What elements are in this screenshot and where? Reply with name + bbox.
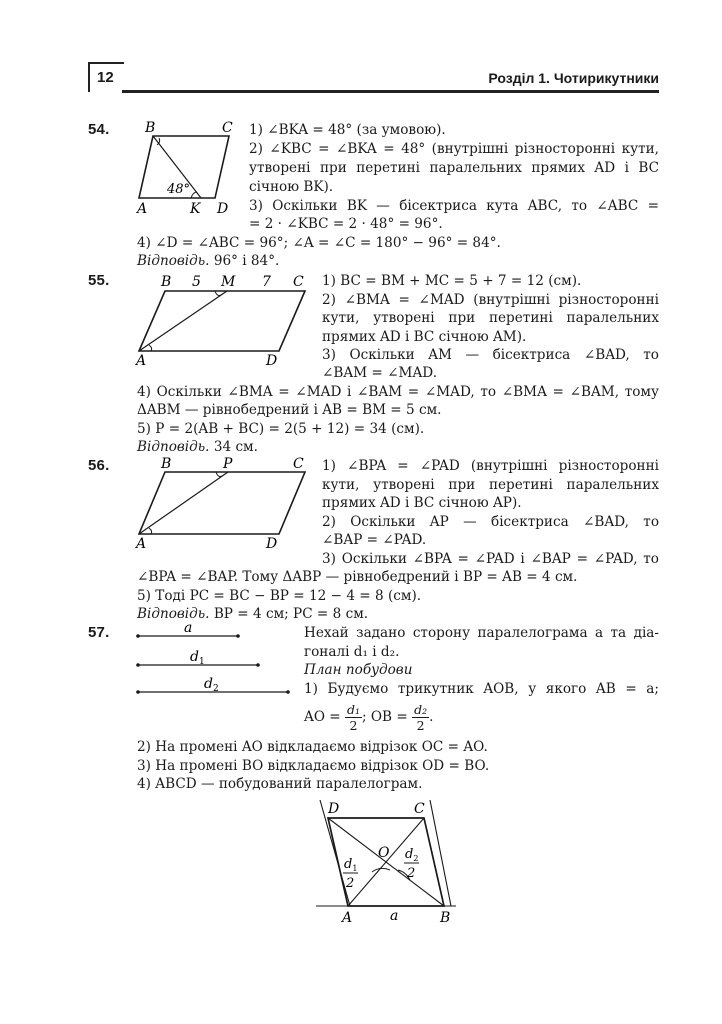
fig57-d1-den: 2 bbox=[346, 876, 355, 891]
p55-line-8: ΔABM — рівнобедрений і AB = BM = 5 см. bbox=[137, 402, 442, 418]
p55-answer-value: 34 см. bbox=[209, 439, 258, 455]
problem-54-number: 54. bbox=[88, 121, 110, 138]
fig55-label-7: 7 bbox=[262, 274, 271, 290]
fig54-label-D: D bbox=[217, 201, 229, 217]
segment-d2-label bbox=[204, 676, 219, 694]
fig57-label-A: A bbox=[342, 910, 353, 926]
fig57-d2 bbox=[405, 847, 418, 863]
p56-line-7: ∠BPA = ∠BAP. Тому ΔABP — рівнобедрений і BP = AB = 4 см. bbox=[137, 569, 578, 585]
p55-line-3: кути, утворені при перетині паралельних bbox=[322, 310, 659, 326]
p57-plan-heading: План побудови bbox=[304, 662, 413, 678]
p54-answer bbox=[137, 252, 279, 270]
fig57-label-D: D bbox=[328, 801, 340, 817]
fig57-d1-sub: 1 bbox=[352, 864, 358, 873]
segment-d2-letter: d bbox=[204, 676, 213, 692]
ratios-end: . bbox=[429, 709, 434, 725]
fraction-d2-den: 2 bbox=[416, 718, 425, 733]
fraction-d1-num: d₁ bbox=[347, 702, 361, 717]
figure-56 bbox=[135, 454, 315, 554]
segment-d2-sub: 2 bbox=[212, 684, 219, 694]
fraction-d1-den: 2 bbox=[349, 718, 358, 733]
p56-line-1: 1) ∠BPA = ∠PAD (внутрішні різносторонні bbox=[322, 458, 659, 474]
fig56-label-C: C bbox=[293, 456, 304, 472]
p54-line-4: січною BK). bbox=[249, 179, 334, 195]
p54-line-3: утворені при перетині паралельних прямих AD і BC bbox=[249, 160, 659, 176]
segments-figure-57 bbox=[134, 620, 294, 700]
p54-answer-label: Відповідь. bbox=[137, 253, 210, 269]
section-title: Розділ 1. Чотирикутники bbox=[488, 70, 659, 86]
fig55-label-B: B bbox=[161, 274, 172, 290]
problem-56-number: 56. bbox=[88, 457, 110, 474]
problem-57-number: 57. bbox=[88, 624, 110, 641]
fig55-label-A: A bbox=[136, 353, 147, 369]
fraction-d1-over-2 bbox=[345, 702, 362, 733]
fraction-d2-num: d₂ bbox=[414, 702, 428, 717]
fig56-label-D: D bbox=[266, 536, 278, 552]
p54-line-1: 1) ∠BKA = 48° (за умовою). bbox=[249, 122, 446, 138]
p57-step-1: 1) Будуємо трикутник AOB, у якого AB = a; bbox=[304, 681, 659, 697]
p57-step-3: 3) На промені BO відкладаємо відрізок OD = BO. bbox=[137, 758, 490, 774]
p55-line-4: прямих AD і BC січною AM). bbox=[322, 329, 527, 345]
fig54-label-C: C bbox=[222, 120, 233, 136]
fig54-label-K: K bbox=[190, 201, 201, 217]
p54-line-7: 4) ∠D = ∠ABC = 96°; ∠A = ∠C = 180° − 96° = 84°. bbox=[137, 235, 501, 251]
fig57-d1-letter: d bbox=[344, 857, 353, 872]
fig54-angle-label: 48° bbox=[167, 182, 191, 197]
fraction-d2-over-2 bbox=[412, 702, 429, 733]
fig54-label-A: A bbox=[137, 201, 148, 217]
fig57-d2-sub: 2 bbox=[413, 854, 419, 863]
fig57-label-a: a bbox=[390, 908, 399, 924]
fig54-label-B: B bbox=[145, 120, 156, 136]
p57-intro-1: Нехай задано сторону паралелограма a та діа- bbox=[304, 625, 659, 641]
p55-line-5: 3) Оскільки AM — бісектриса ∠BAD, то bbox=[322, 347, 659, 363]
p56-answer-label: Відповідь. bbox=[137, 606, 210, 622]
fig55-label-M: M bbox=[221, 274, 236, 290]
p55-answer-label: Відповідь. bbox=[137, 439, 210, 455]
p54-answer-value: 96° і 84°. bbox=[209, 253, 280, 269]
p55-line-1: 1) BC = BM + MC = 5 + 7 = 12 (см). bbox=[322, 273, 582, 289]
p56-line-6: 3) Оскільки ∠BPA = ∠PAD і ∠BAP = ∠PAD, то bbox=[322, 551, 659, 567]
p56-line-4: 2) Оскільки AP — бісектриса ∠BAD, то bbox=[322, 514, 659, 530]
fig57-label-C: C bbox=[414, 801, 425, 817]
fig55-label-C: C bbox=[293, 274, 304, 290]
p56-answer-value: BP = 4 см; PC = 8 см. bbox=[209, 606, 369, 622]
p54-line-6: = 2 · ∠KBC = 2 · 48° = 96°. bbox=[249, 216, 443, 232]
header-rule bbox=[122, 90, 659, 93]
figure-57-parallelogram bbox=[310, 796, 470, 926]
p54-line-2: 2) ∠KBC = ∠BKA = 48° (внутрішні різносторонні кути, bbox=[249, 141, 659, 157]
fig57-d2-den: 2 bbox=[407, 866, 416, 881]
problem-55-number: 55. bbox=[88, 272, 110, 289]
p55-line-9: 5) P = 2(AB + BC) = 2(5 + 12) = 34 (см). bbox=[137, 421, 425, 437]
fig56-label-P: P bbox=[223, 456, 233, 472]
p55-line-7: 4) Оскільки ∠BMA = ∠MAD і ∠BAM = ∠MAD, то ∠BMA = ∠BAM, тому bbox=[137, 384, 659, 400]
figure-54 bbox=[135, 118, 247, 218]
fig55-label-D: D bbox=[266, 353, 278, 369]
p56-line-8: 5) Тоді PC = BC − BP = 12 − 4 = 8 (см). bbox=[137, 588, 422, 604]
p56-line-2: кути, утворені при перетині паралельних bbox=[322, 477, 659, 493]
segment-d1-letter: d bbox=[190, 649, 199, 665]
fig57-label-B: B bbox=[440, 910, 451, 926]
fig56-label-B: B bbox=[161, 456, 172, 472]
p56-line-5: ∠BAP = ∠PAD. bbox=[322, 532, 427, 548]
fig57-d1 bbox=[344, 857, 357, 873]
fig55-label-5: 5 bbox=[192, 274, 201, 290]
figure-55 bbox=[135, 271, 315, 371]
segment-d1-sub: 1 bbox=[198, 657, 205, 667]
segment-a-label: a bbox=[184, 620, 193, 636]
p57-ratios bbox=[304, 700, 433, 734]
p56-line-3: прямих AD і BC січною AP). bbox=[322, 495, 522, 511]
ao-label: AO = bbox=[304, 709, 345, 725]
p55-line-6: ∠BAM = ∠MAD. bbox=[322, 365, 438, 381]
p57-step-4: 4) ABCD — побудований паралелограм. bbox=[137, 776, 423, 792]
p57-intro-2: гоналі d₁ і d₂. bbox=[304, 644, 400, 660]
page-number: 12 bbox=[97, 69, 114, 86]
ob-label: ; OB = bbox=[362, 709, 413, 725]
segment-d1-label bbox=[190, 649, 205, 667]
p55-line-2: 2) ∠BMA = ∠MAD (внутрішні різносторонні bbox=[322, 292, 659, 308]
p54-line-5: 3) Оскільки BK — бісектриса кута ABC, то ∠ABC = bbox=[249, 198, 659, 214]
fig56-label-A: A bbox=[136, 536, 147, 552]
fig57-label-O: O bbox=[378, 845, 390, 861]
p57-step-2: 2) На промені AO відкладаємо відрізок OC = AO. bbox=[137, 739, 488, 755]
fig57-d2-letter: d bbox=[405, 847, 414, 862]
